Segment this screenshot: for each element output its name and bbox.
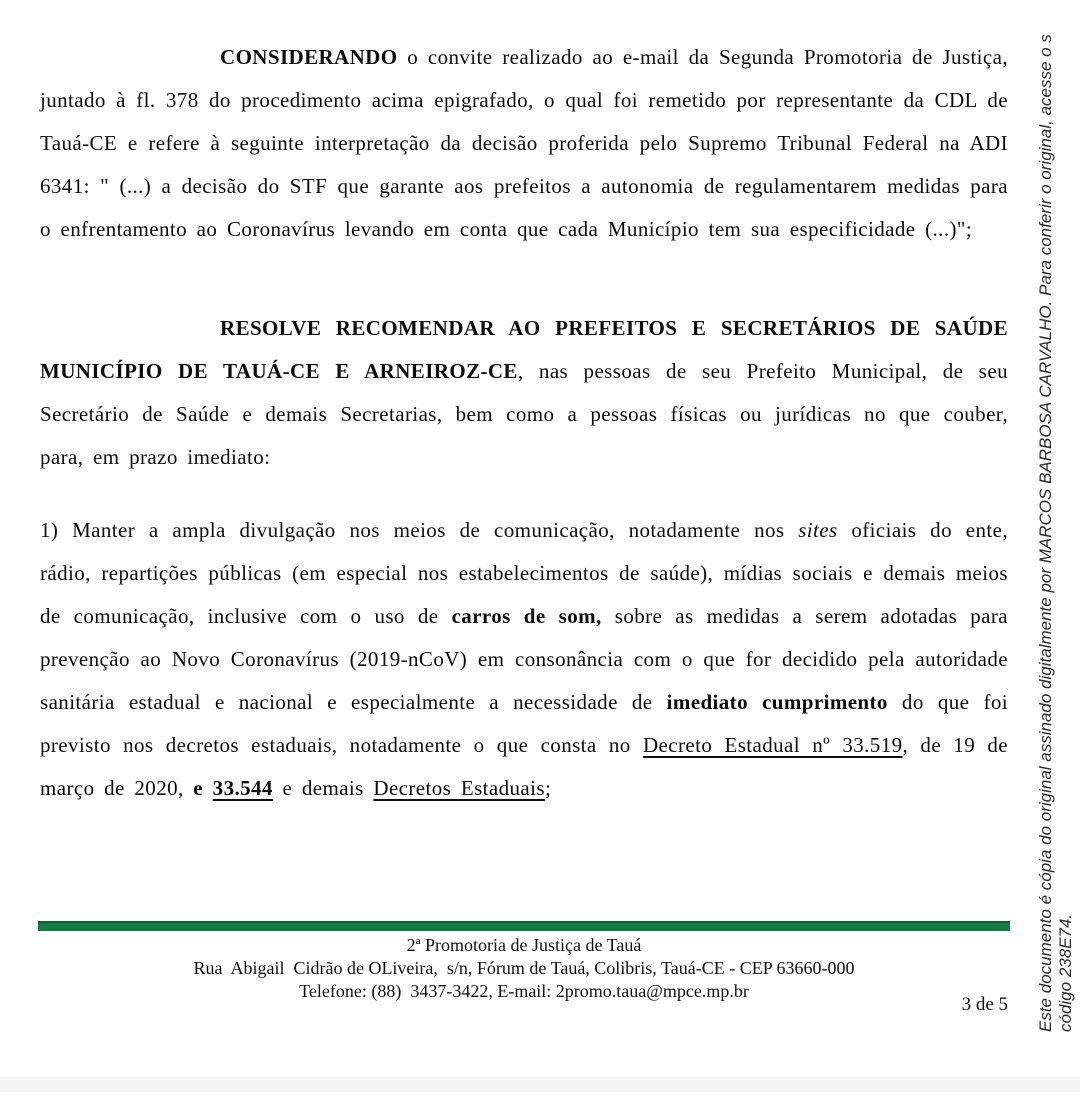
text-segment: do que foi previsto nos decretos estaduais, notadamente o que consta no — [40, 690, 1008, 757]
page-number: 3 de 5 — [961, 994, 1008, 1015]
text-segment: 1) Manter a ampla divulgação nos meios de comunicação, notadamente nos — [40, 518, 799, 542]
paragraph — [40, 307, 1008, 479]
footer-divider-bar — [38, 921, 1010, 931]
paragraph — [40, 509, 1008, 810]
text-segment: e demais — [272, 776, 374, 800]
signature-note-line2: código 238E74. — [1056, 913, 1075, 1032]
text-segment: carros de som, — [451, 604, 602, 628]
signature-note — [1036, 0, 1076, 1032]
footer-address: Rua Abigail Cidrão de OLiveira, s/n, Fórum de Tauá, Colibris, Tauá-CE - CEP 63660-000 — [193, 958, 855, 978]
text-segment: oficiais do ente, rádio, repartições públicas (em especial nos estabelecimentos de saúde), mídias sociais e demais meios de comunicação, inclusive com o uso de — [40, 518, 1008, 628]
text-segment: e — [193, 776, 213, 800]
text-segment: ; — [544, 776, 552, 800]
text-segment: sobre as medidas a serem adotadas para prevenção ao Novo Coronavírus (2019-nCoV) em consonância com o que for decidido pela autoridade sanitária estadual e nacional e especialmente a necessidade de — [40, 604, 1008, 714]
paragraph — [40, 36, 1008, 251]
text-segment: RESOLVE RECOMENDAR AO PREFEITOS E SECRETÁRIOS DE SAÚDE MUNICÍPIO DE TAUÁ-CE E ARNEIROZ-CE — [40, 316, 1008, 383]
text-segment: , de 19 de março de 2020, — [40, 733, 1008, 800]
text-segment: imediato cumprimento — [666, 690, 888, 714]
text-segment: Decreto Estadual nº 33.519 — [642, 733, 903, 757]
footer-office: 2ª Promotoria de Justiça de Tauá — [406, 935, 642, 955]
text-segment: CONSIDERANDO — [220, 45, 398, 69]
text-segment: o convite realizado ao e-mail da Segunda Promotoria de Justiça, juntado à fl. 378 do procedimento acima epigrafado, o qual foi remetido por representante da CDL de Tauá-CE e refere à seguinte interpretação da decisão proferida pelo Supremo Tribunal Federal na ADI 6341: " (...) a decisão do STF que garante aos prefeitos a autonomia de regulamentarem medidas para o enfrentamento ao Coronavírus levando em conta que cada Município tem sua especificidade (...)"; — [40, 45, 1008, 241]
text-segment: sites — [798, 518, 838, 542]
document-body — [40, 36, 1008, 810]
signature-note-line1: Este documento é cópia do original assinado digitalmente por MARCOS BARBOSA CARVALHO. Para conferir o original, acesse o s — [1036, 34, 1055, 1032]
page-bottom-strip — [0, 1077, 1080, 1092]
text-segment: Decretos Estaduais — [373, 776, 545, 800]
text-segment: , nas pessoas de seu Prefeito Municipal, de seu Secretário de Saúde e demais Secretarias, bem como a pessoas físicas ou jurídicas no que couber, para, em prazo imediato: — [40, 359, 1008, 469]
text-segment: 33.544 — [212, 776, 273, 800]
footer-contact: Telefone: (88) 3437-3422, E-mail: 2promo.taua@mpce.mp.br — [299, 981, 749, 1001]
page-footer — [38, 921, 1010, 1003]
